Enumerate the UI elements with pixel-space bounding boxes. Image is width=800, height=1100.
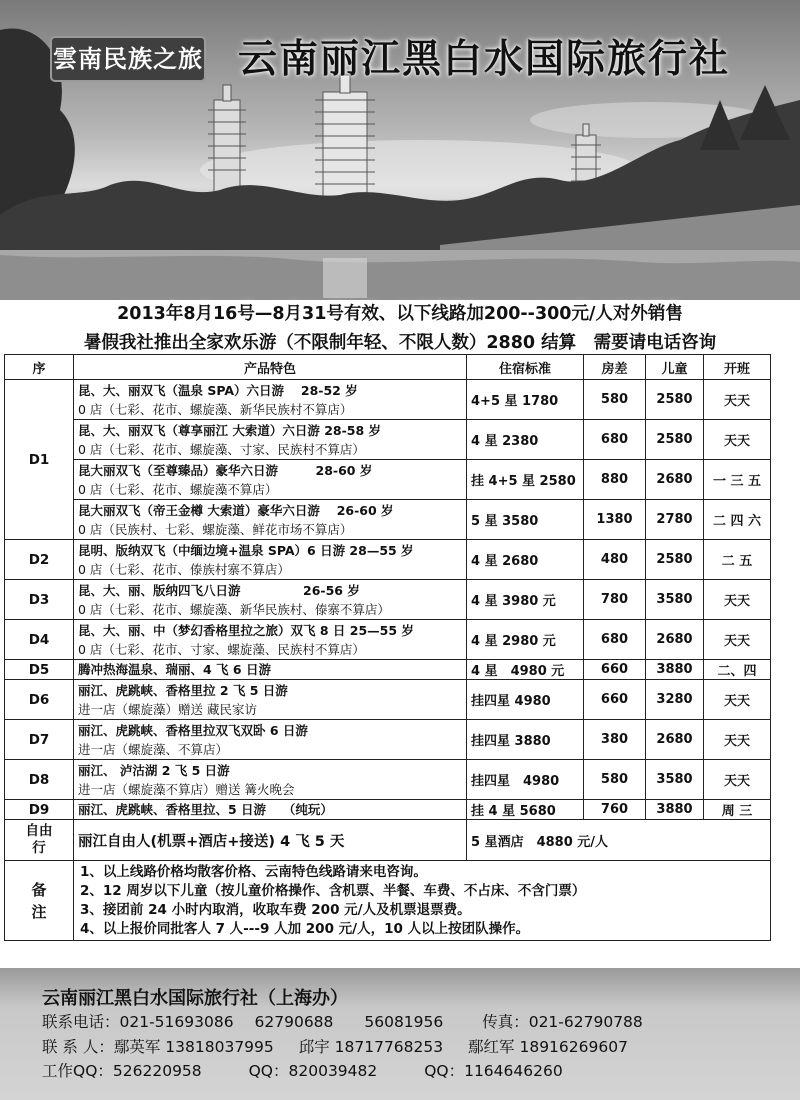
seq-cell: D1 [5,380,74,540]
note-item: 2、12 周岁以下儿童（按儿童价格操作、含机票、半餐、车费、不占床、不含门票） [80,882,586,899]
seq-cell: D7 [5,720,74,760]
work-qq: 工作QQ：526220958 [42,1062,202,1080]
contact-person-3: 鄢红军 18916269607 [468,1038,628,1056]
product-title: 丽江、虎跳峡、香格里拉 2 飞 5 日游 [78,682,288,698]
table-header-row [5,355,771,380]
table-row [5,580,771,620]
product-cell [74,420,467,460]
header-banner [0,0,800,300]
child-price-cell: 3880 [646,800,704,820]
product-cell [74,660,467,680]
free-travel-row [5,820,771,861]
product-title: 昆、大、丽、版纳四飞八日游 26-56 岁 [78,582,360,598]
product-title: 昆大丽双飞（至尊臻品）豪华六日游 28-60 岁 [78,462,373,478]
product-title: 昆、大、丽、中（梦幻香格里拉之旅）双飞 8 日 25—55 岁 [78,622,414,638]
header-product: 产品特色 [74,355,467,380]
fax-number: 传真：021-62790788 [482,1013,643,1031]
room-diff-cell: 880 [584,460,646,500]
child-price-cell: 3880 [646,660,704,680]
schedule-cell: 二、四 [704,660,771,680]
seq-cell: D8 [5,760,74,800]
product-note: 进一店（螺旋藻不算店）赠送 篝火晚会 [78,781,295,797]
schedule-cell: 天天 [704,380,771,420]
hotel-cell: 4+5 星 1780 [467,380,584,420]
hotel-cell: 5 星 3580 [467,500,584,540]
product-title: 昆大丽双飞（帝王金樽 大索道）豪华六日游 26-60 岁 [78,502,394,518]
phone-third: 56081956 [364,1013,444,1031]
note-item: 4、以上报价同批客人 7 人---9 人加 200 元/人，10 人以上按团队操作。 [80,920,530,937]
notes-label-line1: 备 [31,880,47,899]
schedule-cell: 天天 [704,620,771,660]
hotel-cell: 挂 4+5 星 2580 [467,460,584,500]
child-price-cell: 3280 [646,680,704,720]
child-price-cell: 3580 [646,580,704,620]
product-cell [74,460,467,500]
qq-third: QQ：1164646260 [424,1062,563,1080]
hotel-cell: 挂四星 3880 [467,720,584,760]
product-title: 丽江、虎跳峡、香格里拉双飞双卧 6 日游 [78,722,308,738]
hotel-cell: 挂四星 4980 [467,680,584,720]
qq-line [42,1059,563,1081]
child-price-cell: 2580 [646,420,704,460]
product-note: 0 店（七彩、花市、螺旋藻、新华民族村不算店） [78,401,353,417]
child-price-cell: 2680 [646,720,704,760]
product-note: 0 店（七彩、花市、寸家、螺旋藻、民族村不算店） [78,641,365,657]
office-title: 云南丽江黑白水国际旅行社（上海办） [42,988,348,1009]
hotel-cell: 4 星 4980 元 [467,660,584,680]
schedule-cell: 天天 [704,680,771,720]
product-title: 昆、大、丽双飞（温泉 SPA）六日游 28-52 岁 [78,382,358,398]
product-note: 0 店（七彩、花市、螺旋藻、寸家、民族村不算店） [78,441,365,457]
seq-cell: D3 [5,580,74,620]
child-price-cell: 2580 [646,540,704,580]
product-cell [74,380,467,420]
table-row [5,800,771,820]
product-title: 丽江、 泸沽湖 2 飞 5 日游 [78,762,230,778]
seq-cell: D4 [5,620,74,660]
product-title: 昆明、版纳双飞（中缅边境+温泉 SPA）6 日游 28—55 岁 [78,542,414,558]
product-title: 丽江、虎跳峡、香格里拉、5 日游 （纯玩） [78,802,333,817]
schedule-cell: 天天 [704,580,771,620]
notes-label [5,861,74,941]
header-schedule: 开班 [704,355,771,380]
product-note: 0 店（七彩、花市、螺旋藻不算店） [78,481,278,497]
notes-label-line2: 注 [31,902,47,921]
child-price-cell: 2580 [646,380,704,420]
room-diff-cell: 480 [584,540,646,580]
room-diff-cell: 660 [584,680,646,720]
seq-cell: D2 [5,540,74,580]
seq-cell: D9 [5,800,74,820]
note-item: 3、接团前 24 小时内取消，收取车费 200 元/人及机票退票费。 [80,901,471,918]
child-price-cell: 2680 [646,620,704,660]
header-hotel: 住宿标准 [467,355,584,380]
product-cell [74,500,467,540]
table-row [5,380,771,420]
room-diff-cell: 380 [584,720,646,760]
header-child: 儿童 [646,355,704,380]
product-cell [74,720,467,760]
table-row [5,420,771,460]
contact-footer [0,968,800,1100]
room-diff-cell: 760 [584,800,646,820]
schedule-cell: 天天 [704,760,771,800]
product-title: 昆、大、丽双飞（尊享丽江 大索道）六日游 28-58 岁 [78,422,382,438]
child-price-cell: 2780 [646,500,704,540]
room-diff-cell: 680 [584,420,646,460]
free-travel-label [5,820,74,861]
schedule-cell: 天天 [704,420,771,460]
product-cell [74,800,467,820]
product-note: 0 店（七彩、花市、螺旋藻、新华民族村、傣寨不算店） [78,601,390,617]
hotel-cell: 4 星 2380 [467,420,584,460]
free-travel-label-line1: 自由 [25,823,53,839]
product-note: 0 店（民族村、七彩、螺旋藻、鲜花市场不算店） [78,521,353,537]
product-cell [74,760,467,800]
seq-cell: D5 [5,660,74,680]
free-travel-price: 5 星酒店 4880 元/人 [467,820,771,861]
table-row [5,460,771,500]
promo-validity: 2013年8月16号—8月31号有效、以下线路加200--300元/人对外销售 [117,304,683,324]
free-travel-label-line2: 行 [32,840,46,856]
product-title: 腾冲热海温泉、瑞丽、4 飞 6 日游 [78,662,271,677]
note-item: 1、以上线路价格均散客价格、云南特色线路请来电咨询。 [80,863,427,880]
tour-table [4,354,771,941]
hotel-cell: 挂四星 4980 [467,760,584,800]
table-row [5,500,771,540]
product-cell [74,680,467,720]
free-travel-product: 丽江自由人(机票+酒店+接送) 4 飞 5 天 [74,820,467,861]
contact-person-line [42,1035,628,1057]
table-row [5,540,771,580]
table-row [5,660,771,680]
room-diff-cell: 580 [584,760,646,800]
child-price-cell: 3580 [646,760,704,800]
agency-title: 云南丽江黑白水国际旅行社 [238,37,731,82]
phone-line [42,1010,643,1032]
header-room-diff: 房差 [584,355,646,380]
hotel-cell: 4 星 2680 [467,540,584,580]
qq-second: QQ：820039482 [248,1062,378,1080]
schedule-cell: 一 三 五 [704,460,771,500]
hotel-cell: 挂 4 星 5680 [467,800,584,820]
hotel-cell: 4 星 3980 元 [467,580,584,620]
schedule-cell: 周 三 [704,800,771,820]
room-diff-cell: 680 [584,620,646,660]
table-row [5,680,771,720]
product-note: 进一店（螺旋藻、不算店） [78,741,229,757]
seq-cell: D6 [5,680,74,720]
room-diff-cell: 780 [584,580,646,620]
contact-person-2: 邱宇 18717768253 [298,1038,444,1056]
room-diff-cell: 660 [584,660,646,680]
notes-content [74,861,771,941]
left-pagoda [208,85,246,195]
room-diff-cell: 1380 [584,500,646,540]
child-price-cell: 2680 [646,460,704,500]
product-cell [74,580,467,620]
product-cell [74,540,467,580]
schedule-cell: 二 五 [704,540,771,580]
notes-row [5,861,771,941]
product-note: 0 店（七彩、花市、傣族村寨不算店） [78,561,290,577]
contact-person-1: 联 系 人：鄢英军 13818037995 [42,1038,274,1056]
brand-badge: 雲南民族之旅 [50,36,206,82]
table-row [5,620,771,660]
table-row [5,720,771,760]
product-note: 进一店（螺旋藻）赠送 藏民家访 [78,701,257,717]
header-seq: 序 [5,355,74,380]
room-diff-cell: 580 [584,380,646,420]
table-row [5,760,771,800]
promo-family: 暑假我社推出全家欢乐游（不限制年轻、不限人数）2880 结算 需要请电话咨询 [83,333,717,353]
product-cell [74,620,467,660]
schedule-cell: 天天 [704,720,771,760]
main-pagoda [315,75,375,210]
phone-primary: 联系电话：021-51693086 [42,1013,234,1031]
hotel-cell: 4 星 2980 元 [467,620,584,660]
phone-second: 62790688 [254,1013,334,1031]
schedule-cell: 二 四 六 [704,500,771,540]
